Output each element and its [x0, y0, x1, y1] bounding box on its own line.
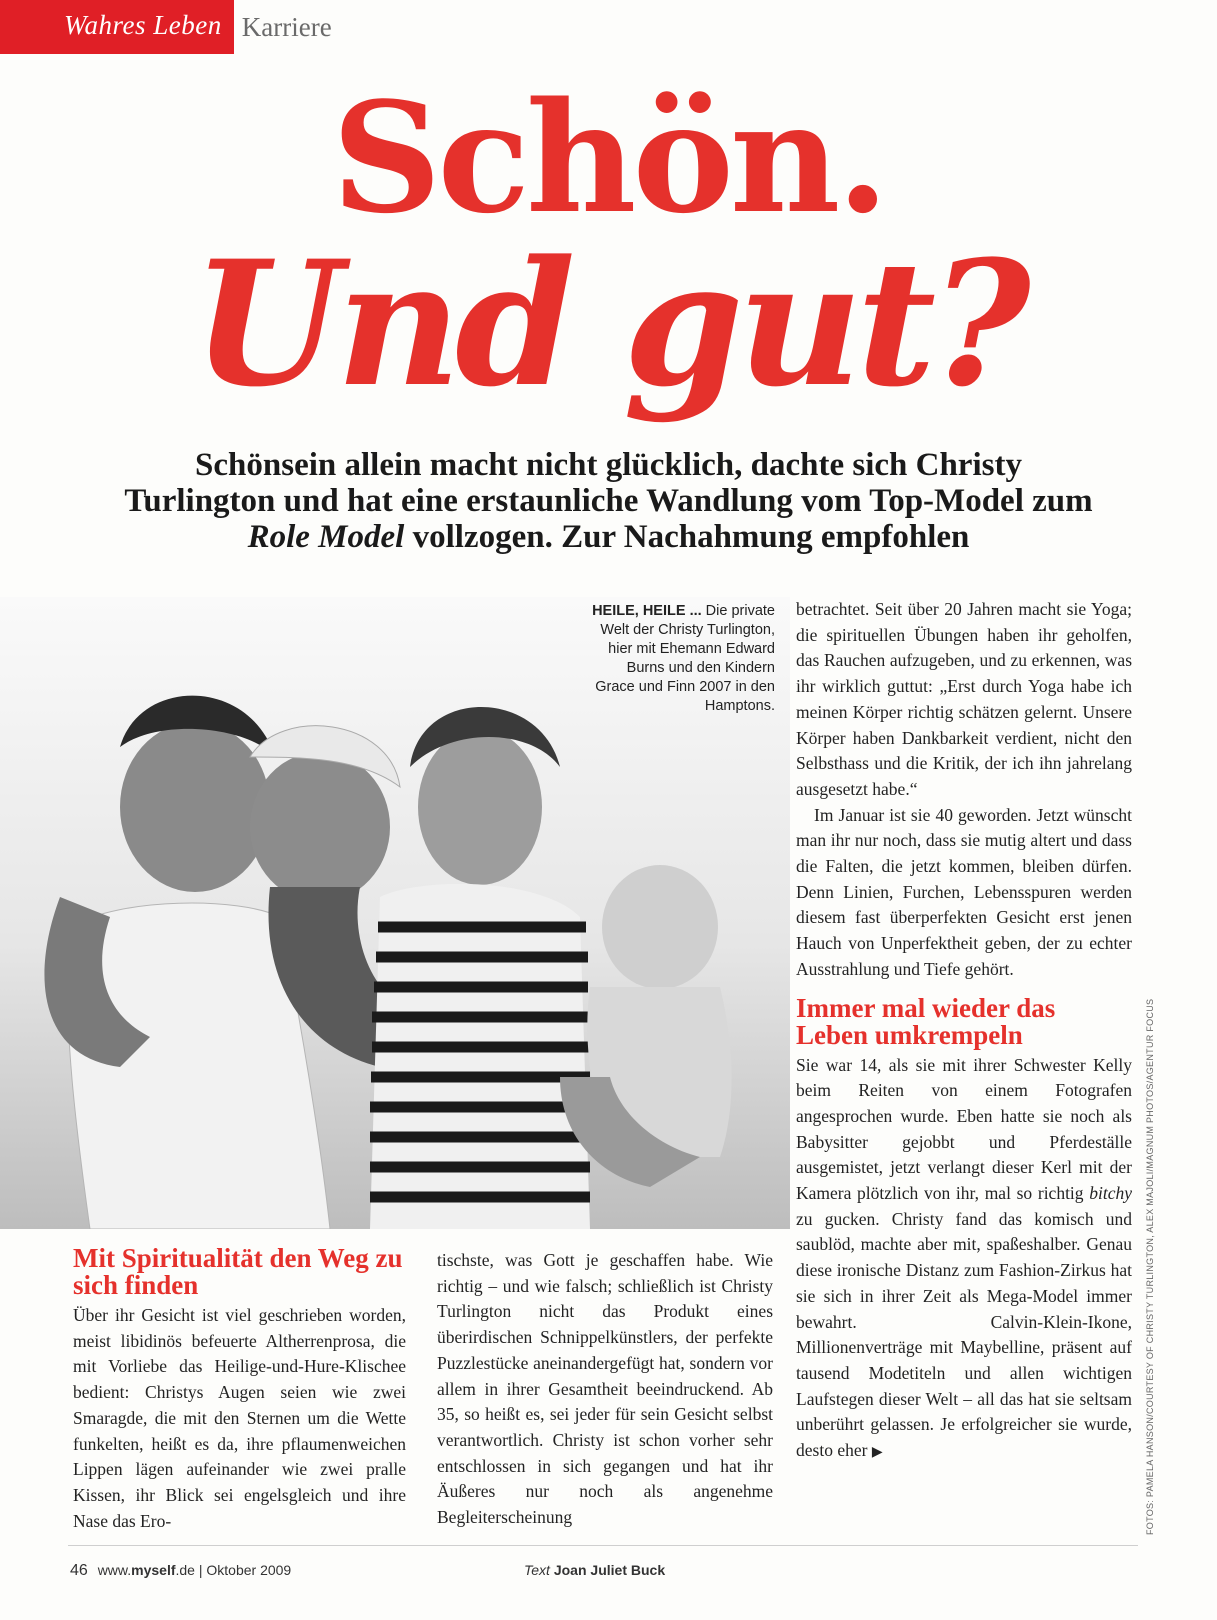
- paragraph-italic: bitchy: [1089, 1183, 1132, 1204]
- category-name: Karriere: [241, 12, 332, 42]
- headline-line1: Schön.: [331, 68, 886, 247]
- headline-line2: Und gut?: [192, 222, 1025, 425]
- paragraph: Im Januar ist sie 40 geworden. Jetzt wünscht man ihr nur noch, dass sie mutig altert und dass die Falten, die jetzt kommen, bleiben dürfen. Denn Linien, Furchen, Lebensspuren werden diesem fast überperfekten Gesicht erst jenen Hauch von Unperfektheit geben, der zu echter Ausstrahlung und Tiefe gehört.: [796, 804, 1132, 979]
- site-name: myself: [131, 1562, 176, 1578]
- subheading: Immer mal wieder das Leben umkrempeln: [796, 992, 1056, 1050]
- paragraph: tischste, was Gott je geschaffen habe. Wie richtig – und wie falsch; schließlich ist Christy Turlington nicht das Produkt eines überirdischen Schnippelkünstlers, der perfekte Puzzlestücke aneinandergefügt hat, sondern vor allem in ihrer Gesamtheit beeindruckend. Ab 35, so heißt es, sei jeder für sein Gesicht selbst verantwortlich. Christy ist schon vorher sehr entschlossen in sich gegangen und hat ihr Äußeres nur noch als angenehme Begleiterscheinung: [437, 1250, 773, 1528]
- striped-shirt: [370, 884, 590, 1229]
- deck-line3: [60, 519, 1157, 555]
- author-name: Joan Juliet Buck: [553, 1562, 666, 1578]
- issue-date: | Oktober 2009: [194, 1562, 292, 1578]
- site-prefix: www.: [97, 1562, 132, 1578]
- paragraph-text: zu gucken. Christy fand das komisch und saublöd, machte aber mit, spaßeshalber. Genau diese ironische Distanz zum Fashion-Zirkus hat sie sich in ihrer Zeit als Mega-Model immer bewahrt. Calvin-Klein-Ikone, Millionenverträge mit Maybelline, präsent auf tausend Modetiteln und allen wichtigen Laufstegen dieser Welt – all das hat sie seltsam unberührt gelassen. Je erfolgreicher sie wurde, desto eher: [796, 1208, 1132, 1461]
- paragraph: [796, 1053, 1132, 1466]
- article-column-right: [796, 597, 1132, 1466]
- photo-credit: FOTOS: PAMELA HANSON/COURTESY OF CHRISTY TURLINGTON, ALEX MAJOLI/MAGNUM PHOTOS/AGENTUR FOCUS: [1145, 998, 1155, 1535]
- caption-lead: HEILE, HEILE ...: [592, 603, 702, 619]
- deck-line2: Turlington und hat eine erstaunliche Wandlung vom Top-Model zum: [124, 483, 1093, 519]
- deck-line3-rest: vollzogen. Zur Nachahmung empfohlen: [404, 519, 970, 555]
- footer-left: [70, 1562, 291, 1580]
- continue-arrow-icon: ▶: [871, 1444, 883, 1461]
- paragraph: Über ihr Gesicht ist viel geschrieben worden, meist libidinös befeuerte Altherrenprosa, die mit Vorliebe das Heilige-und-Hure-Klischee bedient: Christys Augen seien wie zwei Smaragde, die mit den Sternen um die Wette funkelten, heißt es da, ihre pflaumenweichen Lippen lägen aufeinander wie zwei pralle Kissen, ihr Blick sei engelsgleich und ihre Nase das Ero-: [73, 1305, 406, 1531]
- footer-divider: [68, 1545, 1138, 1546]
- deck-line1: Schönsein allein macht nicht glücklich, dachte sich Christy: [195, 447, 1022, 483]
- paragraph-text: Sie war 14, als sie mit ihrer Schwester Kelly beim Reiten von einem Fotografen angesprochen wurde. Eben hatte sie noch als Babysitter gejobbt und Pferdeställe ausgemistet, jetzt verlangt dieser Kerl mit der Kamera plötzlich von ihr, mal so richtig: [796, 1054, 1132, 1204]
- article-column-left: [73, 1245, 406, 1534]
- paragraph: betrachtet. Seit über 20 Jahren macht sie Yoga; die spirituellen Übungen haben ihr geholfen, das Rauchen aufzugeben, und zu erkennen, was ihr wirklich guttut: „Erst durch Yoga habe ich meinen Körper richtig schätzen gelernt. Unsere Körper haben Dankbarkeit verdient, nicht den Selbsthass und die Kritik, der ich ihn jahrelang ausgesetzt habe.“: [796, 599, 1132, 799]
- site-suffix: .de: [175, 1562, 195, 1578]
- caption-text: Die private Welt der Christy Turlington, hier mit Ehemann Edward Burns und den Kindern Grace und Finn 2007 in den Hamptons.: [595, 603, 775, 714]
- article-column-middle: [437, 1248, 773, 1531]
- deck-italic: Role Model: [247, 519, 405, 555]
- section-tag: [0, 0, 332, 54]
- author-label: Text: [524, 1562, 550, 1578]
- subheading: Mit Spiritualität den Weg zu sich finden: [73, 1243, 403, 1300]
- page-number: 46: [70, 1562, 88, 1579]
- footer-author: [524, 1562, 665, 1578]
- deck: [60, 447, 1157, 555]
- section-name: Wahres Leben: [0, 0, 234, 54]
- photo-caption: [590, 602, 775, 716]
